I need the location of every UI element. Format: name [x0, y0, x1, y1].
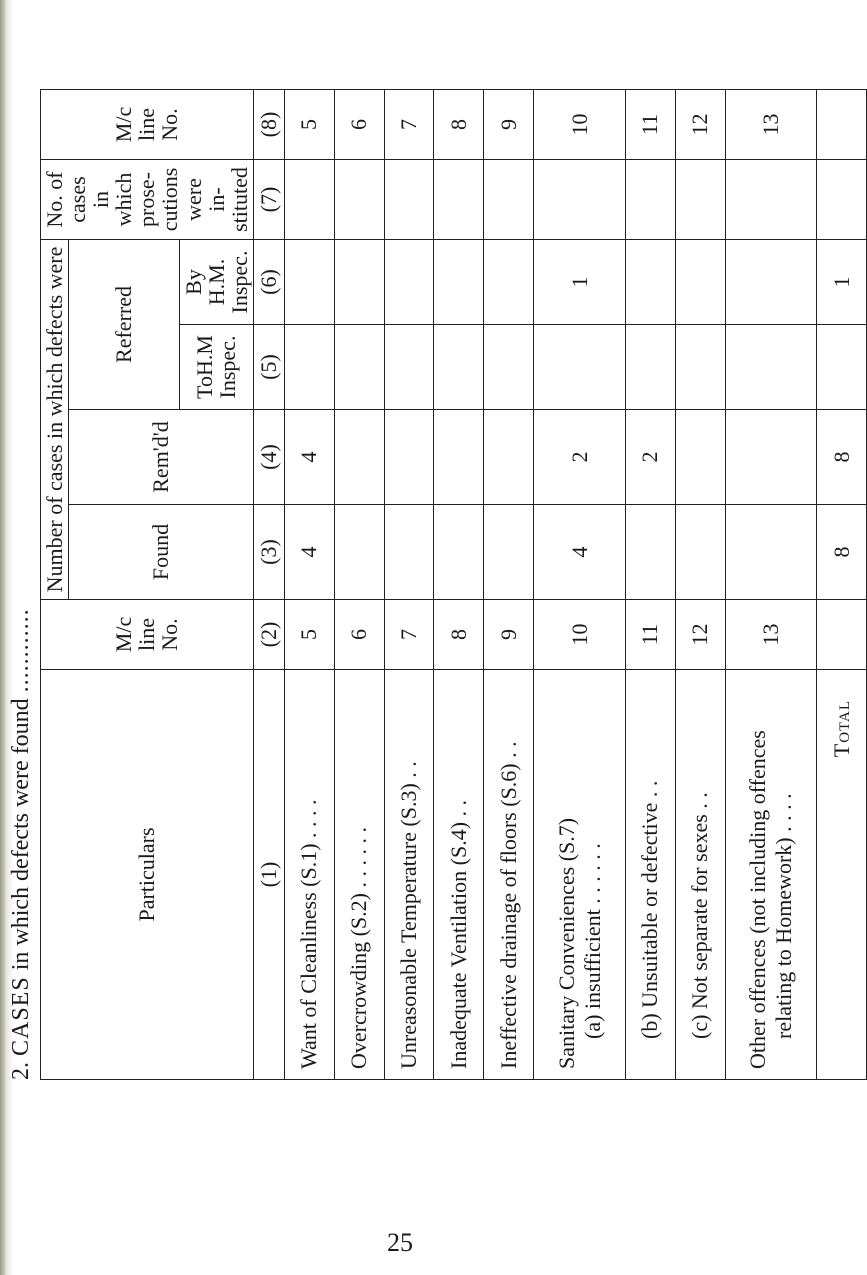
table-row: [534, 90, 626, 1080]
colnum-5: (5): [253, 325, 284, 410]
cell-by-hm: [334, 240, 384, 325]
colnum-1: (1): [253, 670, 284, 1080]
cell-remedied: [384, 410, 434, 505]
cell-found: 4: [284, 505, 334, 600]
row-label-main: Sanitary Conveniences (S.7): [553, 817, 579, 1069]
row-label: (c) Not separate for sexes . .: [675, 670, 725, 1080]
total-found: 8: [817, 505, 867, 600]
header-particulars: Particulars: [41, 670, 254, 1080]
header-prosecutions: No. of cases in which prose-cutions were in-stituted: [41, 160, 254, 240]
total-label: Total: [817, 670, 867, 1080]
cell-to-hm: [675, 325, 725, 410]
cell-line-right: 5: [284, 90, 334, 160]
total-prosecutions: [817, 160, 867, 240]
row-label: Overcrowding (S.2) . . . . . .: [334, 670, 384, 1080]
cell-prosecutions: [284, 160, 334, 240]
cell-prosecutions: [725, 160, 817, 240]
cell-by-hm: [675, 240, 725, 325]
table-row: [625, 90, 675, 1080]
row-label: Unreasonable Temperature (S.3) . .: [384, 670, 434, 1080]
header-found: Found: [69, 505, 254, 600]
row-label: (b) Unsuitable or defective . .: [625, 670, 675, 1080]
cell-line-right: 12: [675, 90, 725, 160]
cell-line: 5: [284, 600, 334, 670]
cell-prosecutions: [334, 160, 384, 240]
cell-line: 8: [434, 600, 484, 670]
cell-line: 13: [725, 600, 817, 670]
cell-remedied: [725, 410, 817, 505]
cell-prosecutions: [675, 160, 725, 240]
cell-remedied: [434, 410, 484, 505]
cell-remedied: [484, 410, 534, 505]
row-label-main: Other offences (not including offences: [745, 730, 771, 1069]
cell-found: [725, 505, 817, 600]
column-number-row: [253, 90, 284, 1080]
cell-by-hm: [284, 240, 334, 325]
total-by-hm: 1: [817, 240, 867, 325]
cell-found: [334, 505, 384, 600]
cell-line: 11: [625, 600, 675, 670]
cell-found: 4: [534, 505, 626, 600]
cell-prosecutions: [484, 160, 534, 240]
header-referred: Referred: [69, 240, 179, 410]
cell-line-right: 6: [334, 90, 384, 160]
table-row: [384, 90, 434, 1080]
cell-to-hm: [534, 325, 626, 410]
cell-line-right: 7: [384, 90, 434, 160]
cell-line: 7: [384, 600, 434, 670]
cell-remedied: 2: [534, 410, 626, 505]
colnum-6: (6): [253, 240, 284, 325]
colnum-2: (2): [253, 600, 284, 670]
cell-by-hm: [484, 240, 534, 325]
row-label: Want of Cleanliness (S.1) . . . .: [284, 670, 334, 1080]
header-mc-line-no: M/c line No.: [41, 600, 254, 670]
cell-found: [384, 505, 434, 600]
row-label: Ineffective drainage of floors (S.6) . .: [484, 670, 534, 1080]
cell-prosecutions: [625, 160, 675, 240]
cell-line-right: 10: [534, 90, 626, 160]
total-to-hm: [817, 325, 867, 410]
heading-title-caps: CASES: [8, 976, 34, 1056]
table-row: [434, 90, 484, 1080]
table-row: [725, 90, 817, 1080]
cell-by-hm: 1: [534, 240, 626, 325]
cell-remedied: [334, 410, 384, 505]
cell-by-hm: [625, 240, 675, 325]
colnum-8: (8): [253, 90, 284, 160]
cell-line-right: 9: [484, 90, 534, 160]
header-row-1: [41, 90, 69, 1080]
cell-line: 12: [675, 600, 725, 670]
cell-to-hm: [625, 325, 675, 410]
colnum-3: (3): [253, 505, 284, 600]
cell-found: [625, 505, 675, 600]
table-row: [284, 90, 334, 1080]
colnum-7: (7): [253, 160, 284, 240]
row-label-sub: relating to Homework) . . . .: [771, 793, 797, 1039]
cell-to-hm: [434, 325, 484, 410]
cell-found: [675, 505, 725, 600]
cell-prosecutions: [534, 160, 626, 240]
header-remedied: Rem'd'd: [69, 410, 254, 505]
cell-to-hm: [725, 325, 817, 410]
cell-line: 10: [534, 600, 626, 670]
header-number-of-cases: Number of cases in which defects were: [41, 240, 69, 600]
defects-table: [40, 89, 867, 1080]
cell-line: 9: [484, 600, 534, 670]
defects-table-container: [40, 90, 854, 1080]
cell-remedied: 2: [625, 410, 675, 505]
cell-line-right: 8: [434, 90, 484, 160]
total-line: [817, 600, 867, 670]
heading-title-rest: in which defects were found: [8, 698, 34, 971]
cell-line: 6: [334, 600, 384, 670]
row-label: [534, 670, 626, 1080]
cell-to-hm: [484, 325, 534, 410]
cell-remedied: [675, 410, 725, 505]
cell-found: [484, 505, 534, 600]
cell-by-hm: [434, 240, 484, 325]
table-row: [334, 90, 384, 1080]
total-remedied: 8: [817, 410, 867, 505]
cell-prosecutions: [384, 160, 434, 240]
heading-number: 2.: [8, 1062, 34, 1080]
cell-found: [434, 505, 484, 600]
cell-to-hm: [334, 325, 384, 410]
cell-remedied: 4: [284, 410, 334, 505]
cell-to-hm: [384, 325, 434, 410]
page-number: 25: [387, 1228, 413, 1257]
row-label: Inadequate Ventilation (S.4) . .: [434, 670, 484, 1080]
cell-by-hm: [384, 240, 434, 325]
header-mc-line-no-right: M/c line No.: [41, 90, 254, 160]
heading-leader: ............: [8, 608, 34, 693]
cell-line-right: 11: [625, 90, 675, 160]
total-row: [817, 90, 867, 1080]
header-by-hm-inspec: By H.M. Inspec.: [179, 240, 253, 325]
row-label: [725, 670, 817, 1080]
table-row: [484, 90, 534, 1080]
table-row: [675, 90, 725, 1080]
header-to-hm-inspec: ToH.M Inspec.: [179, 325, 253, 410]
row-label-sub: (a) insufficient . . . . . .: [579, 843, 605, 1039]
cell-to-hm: [284, 325, 334, 410]
cell-prosecutions: [434, 160, 484, 240]
colnum-4: (4): [253, 410, 284, 505]
total-line-right: [817, 90, 867, 160]
cell-line-right: 13: [725, 90, 817, 160]
section-heading: [4, 608, 38, 1080]
cell-by-hm: [725, 240, 817, 325]
